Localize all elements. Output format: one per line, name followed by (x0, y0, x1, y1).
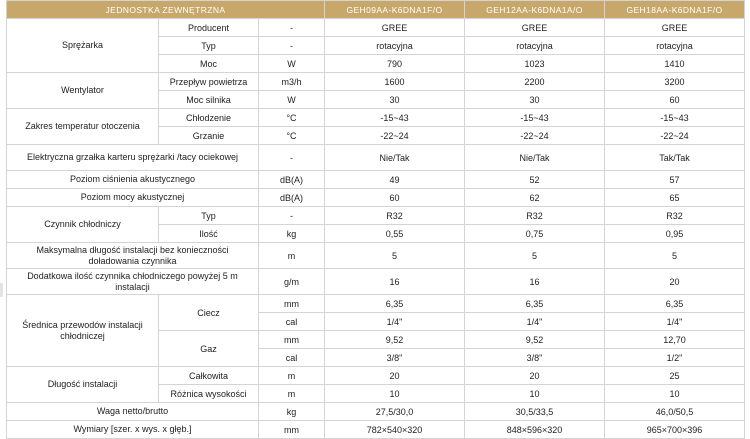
unit-cell: m (259, 243, 325, 269)
value-cell: 25 (605, 367, 745, 385)
param-label: Poziom mocy akustycznej (7, 189, 259, 207)
unit-cell: W (259, 55, 325, 73)
unit-cell: mm (259, 331, 325, 349)
value-cell: 10 (465, 385, 605, 403)
unit-cell: g/m (259, 269, 325, 295)
value-cell: 1/4" (605, 313, 745, 331)
category-temperature-range: Zakres temperatur otoczenia (7, 109, 159, 145)
value-cell: -22~24 (325, 127, 465, 145)
category-installation-length: Długość instalacji (7, 367, 159, 403)
value-cell: 9,52 (325, 331, 465, 349)
value-cell: 49 (325, 171, 465, 189)
table-row (7, 295, 745, 313)
value-cell: 30,5/33,5 (465, 403, 605, 421)
value-cell: -15~43 (325, 109, 465, 127)
model-header-1: GEH09AA-K6DNA1F/O (325, 1, 465, 19)
header-row (7, 1, 745, 19)
value-cell: 5 (465, 243, 605, 269)
value-cell: rotacyjna (325, 37, 465, 55)
value-cell: 0,55 (325, 225, 465, 243)
value-cell: rotacyjna (605, 37, 745, 55)
value-cell: GREE (325, 19, 465, 37)
param-label: Moc (159, 55, 259, 73)
value-cell: R32 (325, 207, 465, 225)
value-cell: -15~43 (465, 109, 605, 127)
value-cell: 0,95 (605, 225, 745, 243)
unit-cell: kg (259, 403, 325, 421)
table-row (7, 109, 745, 127)
value-cell: 52 (465, 171, 605, 189)
unit-cell: cal (259, 349, 325, 367)
value-cell: 10 (325, 385, 465, 403)
value-cell: rotacyjna (465, 37, 605, 55)
param-label: Chłodzenie (159, 109, 259, 127)
param-label: Grzanie (159, 127, 259, 145)
value-cell: 1410 (605, 55, 745, 73)
value-cell: 1/4" (325, 313, 465, 331)
table-row (7, 171, 745, 189)
table-row (7, 243, 745, 269)
unit-cell: °C (259, 109, 325, 127)
model-header-2: GEH12AA-K6DNA1A/O (465, 1, 605, 19)
unit-cell: mm (259, 295, 325, 313)
value-cell: 782×540×320 (325, 421, 465, 439)
param-label: Waga netto/brutto (7, 403, 259, 421)
value-cell: GREE (465, 19, 605, 37)
param-label: Producent (159, 19, 259, 37)
value-cell: 62 (465, 189, 605, 207)
table-row (7, 189, 745, 207)
value-cell: 965×700×396 (605, 421, 745, 439)
value-cell: 0,75 (465, 225, 605, 243)
unit-title-header: JEDNOSTKA ZEWNĘTRZNA (7, 1, 325, 19)
value-cell: 6,35 (605, 295, 745, 313)
value-cell: 848×596×320 (465, 421, 605, 439)
value-cell: 46,0/50,5 (605, 403, 745, 421)
table-row (7, 403, 745, 421)
param-label: Ciecz (159, 295, 259, 331)
value-cell: 30 (325, 91, 465, 109)
value-cell: 30 (465, 91, 605, 109)
value-cell: -15~43 (605, 109, 745, 127)
value-cell: 20 (605, 269, 745, 295)
unit-cell: cal (259, 313, 325, 331)
value-cell: 1600 (325, 73, 465, 91)
param-label: Przepływ powietrza (159, 73, 259, 91)
param-label: Poziom ciśnienia akustycznego (7, 171, 259, 189)
value-cell: 6,35 (325, 295, 465, 313)
param-label: Typ (159, 37, 259, 55)
value-cell: GREE (605, 19, 745, 37)
value-cell: 1023 (465, 55, 605, 73)
unit-cell: mm (259, 421, 325, 439)
value-cell: 20 (325, 367, 465, 385)
param-label: Elektryczna grzałka karteru sprężarki /tacy ociekowej (7, 145, 259, 171)
value-cell: 65 (605, 189, 745, 207)
unit-cell: dB(A) (259, 171, 325, 189)
table-row (7, 145, 745, 171)
category-compressor: Sprężarka (7, 19, 159, 73)
value-cell: 9,52 (465, 331, 605, 349)
param-label: Całkowita (159, 367, 259, 385)
value-cell: 5 (605, 243, 745, 269)
table-row (7, 73, 745, 91)
value-cell: 6,35 (465, 295, 605, 313)
value-cell: 1/4" (465, 313, 605, 331)
table-row (7, 19, 745, 37)
page-edge-mark (0, 283, 3, 297)
value-cell: 27,5/30,0 (325, 403, 465, 421)
value-cell: 5 (325, 243, 465, 269)
param-label: Maksymalna długość instalacji bez konieczności doładowania czynnika (7, 243, 259, 269)
value-cell: Nie/Tak (325, 145, 465, 171)
unit-cell: °C (259, 127, 325, 145)
value-cell: 790 (325, 55, 465, 73)
param-label: Wymiary [szer. x wys. x głęb.] (7, 421, 259, 439)
value-cell: 1/2" (605, 349, 745, 367)
value-cell: 60 (605, 91, 745, 109)
table-row (7, 207, 745, 225)
model-header-3: GEH18AA-K6DNA1F/O (605, 1, 745, 19)
value-cell: 3/8" (325, 349, 465, 367)
value-cell: Tak/Tak (605, 145, 745, 171)
value-cell: R32 (465, 207, 605, 225)
value-cell: 2200 (465, 73, 605, 91)
unit-cell: m (259, 367, 325, 385)
value-cell: 3200 (605, 73, 745, 91)
param-label: Dodatkowa ilość czynnika chłodniczego powyżej 5 m instalacji (7, 269, 259, 295)
value-cell: 20 (465, 367, 605, 385)
unit-cell: W (259, 91, 325, 109)
param-label: Gaz (159, 331, 259, 367)
value-cell: 12,70 (605, 331, 745, 349)
table-row (7, 421, 745, 439)
value-cell: 3/8" (465, 349, 605, 367)
outdoor-unit-spec-table (6, 0, 745, 439)
value-cell: 16 (465, 269, 605, 295)
value-cell: 16 (325, 269, 465, 295)
param-label: Typ (159, 207, 259, 225)
param-label: Ilość (159, 225, 259, 243)
param-label: Różnica wysokości (159, 385, 259, 403)
unit-cell: - (259, 37, 325, 55)
value-cell: -22~24 (465, 127, 605, 145)
value-cell: Nie/Tak (465, 145, 605, 171)
table-row (7, 367, 745, 385)
unit-cell: - (259, 19, 325, 37)
unit-cell: m3/h (259, 73, 325, 91)
value-cell: 60 (325, 189, 465, 207)
value-cell: 10 (605, 385, 745, 403)
value-cell: 57 (605, 171, 745, 189)
unit-cell: kg (259, 225, 325, 243)
category-refrigerant: Czynnik chłodniczy (7, 207, 159, 243)
value-cell: R32 (605, 207, 745, 225)
category-fan: Wentylator (7, 73, 159, 109)
category-pipe-diameter: Średnica przewodów instalacji chłodniczej (7, 295, 159, 367)
unit-cell: - (259, 145, 325, 171)
unit-cell: - (259, 207, 325, 225)
table-row (7, 269, 745, 295)
param-label: Moc silnika (159, 91, 259, 109)
unit-cell: dB(A) (259, 189, 325, 207)
value-cell: -22~24 (605, 127, 745, 145)
unit-cell: m (259, 385, 325, 403)
